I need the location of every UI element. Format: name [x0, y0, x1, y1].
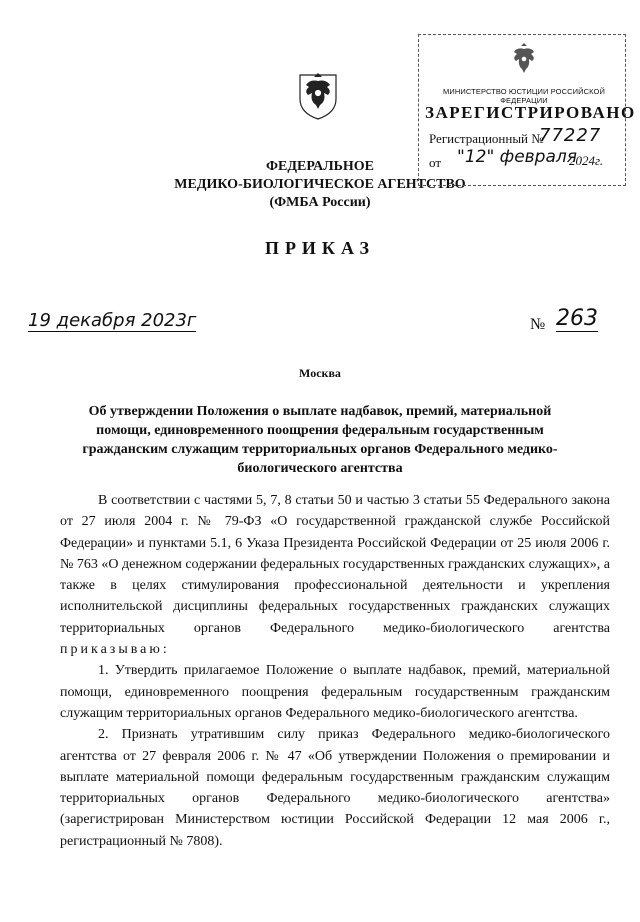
item-2: 2. Признать утратившим силу приказ Федерального медико-биологического агентства от 27 февраля 2006 г. № 47 «Об утверждении Положения о премировании и выплате материальной помощи федеральным государственным гражданским служащим территориальных органов Федерального медико-биологического агентства» (зарегистрирован Министерством юстиции Российской Федерации 12 мая 2006 г., регистрационный № 7808). — [60, 727, 610, 849]
intro-text: В соответствии с частями 5, 7, 8 статьи 50 и частью 3 статьи 55 Федерального закона от 27 июля 2004 г. № 79-ФЗ «О государственной гражданской службе Российской Федерации» и пунктами 5.1, 6 Указа Президента Российской Федерации от 25 июля 2006 г. № 763 «О денежном содержании федеральных государственных гражданских служащих», а также в целях стимулирования профессиональной деятельности и укрепления исполнительской дисциплины федеральных государственных гражданских служащих территориальных органов Федерального медико-биологического агентства — [60, 493, 610, 636]
stamp-emblem-icon — [507, 41, 541, 81]
document-heading: Об утверждении Положения о выплате надбавок, премий, материальной помощи, единовременного поощрения федеральным государственным гражданским служащим территориальных органов Федерального медико-биологического агентства — [82, 404, 558, 476]
stamp-reg-number: 77227 — [539, 125, 602, 146]
order-number: 263 — [556, 306, 598, 331]
city: Москва — [299, 366, 341, 380]
stamp-year: 2024г. — [569, 153, 604, 168]
agency-name-line1: ФЕДЕРАЛЬНОЕ — [265, 159, 374, 174]
stamp-reg-number-label: Регистрационный № — [429, 131, 544, 146]
order-title: ПРИКАЗ — [264, 238, 376, 258]
agency-name-line3: (ФМБА России) — [269, 195, 371, 210]
stamp-registered: ЗАРЕГИСТРИРОВАНО — [425, 103, 636, 122]
registration-stamp — [418, 34, 636, 186]
document-body — [60, 490, 610, 852]
stamp-ministry: МИНИСТЕРСТВО ЮСТИЦИИ РОССИЙСКОЙ ФЕДЕРАЦИИ — [443, 87, 605, 105]
stamp-date-prefix: от — [429, 155, 442, 170]
item-1: 1. Утвердить прилагаемое Положение о выплате надбавок, премий, материальной помощи, единовременного поощрения федеральным государственным гражданским служащим территориальных органов Федерального медико-биологического агентства. — [60, 663, 610, 721]
stamp-date: "12" февраля — [457, 147, 577, 167]
coat-of-arms-icon — [296, 69, 340, 121]
intro-paragraph — [60, 490, 610, 660]
agency-name-line2: МЕДИКО-БИОЛОГИЧЕСКОЕ АГЕНТСТВО — [174, 177, 466, 192]
order-date: 19 декабря 2023г — [28, 310, 197, 331]
intro-command: приказываю: — [60, 642, 170, 658]
order-number-sign: № — [530, 316, 546, 333]
